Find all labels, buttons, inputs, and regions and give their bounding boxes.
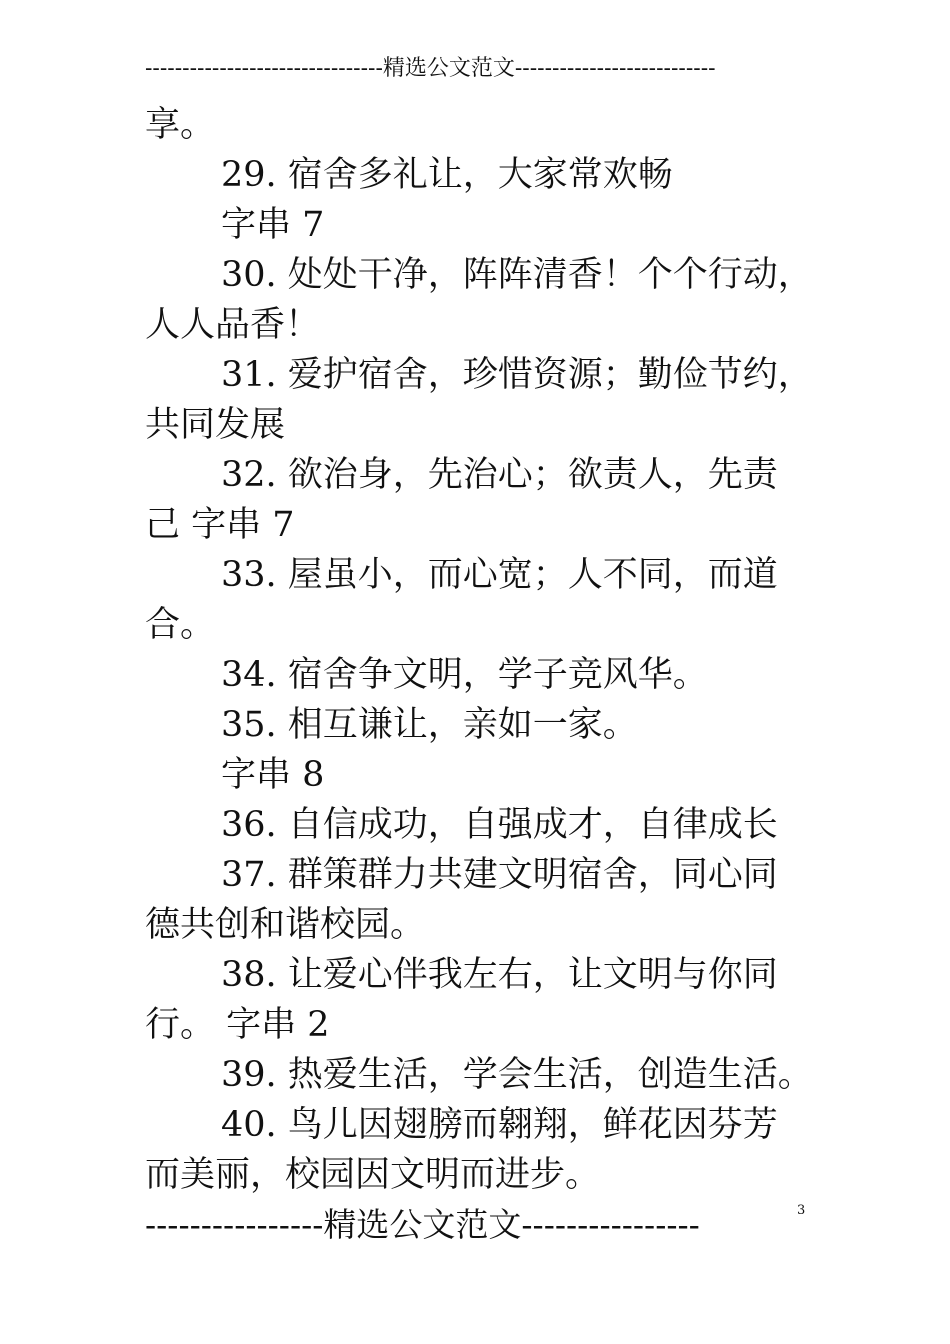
text-line: 己 字串 7 [145, 505, 295, 545]
text-line: 德共创和谐校园。 [145, 905, 426, 945]
text-line: 39. 热爱生活，学会生活，创造生活。 [221, 1055, 813, 1095]
text-line: 34. 宿舍争文明，学子竞风华。 [221, 655, 708, 695]
page-number: 3 [797, 1203, 806, 1218]
page-footer: ----------------精选公文范文---------------- [145, 1205, 700, 1244]
text-line: 40. 鸟儿因翅膀而翱翔，鲜花因芬芳 [221, 1105, 778, 1145]
text-line: 37. 群策群力共建文明宿舍，同心同 [221, 855, 778, 895]
text-line: 32. 欲治身，先治心；欲责人，先责 [221, 455, 778, 495]
text-line: 38. 让爱心伴我左右，让文明与你同 [221, 955, 778, 995]
text-line: 36. 自信成功，自强成才，自律成长 [221, 805, 778, 845]
document-body [145, 100, 813, 1200]
text-line: 行。 字串 2 [145, 1005, 330, 1045]
text-line: 合。 [145, 605, 216, 645]
text-line: 共同发展 [145, 405, 286, 445]
text-line: 29. 宿舍多礼让，大家常欢畅 [221, 155, 673, 195]
text-line: 而美丽，校园因文明而进步。 [145, 1155, 601, 1195]
text-line: 35. 相互谦让，亲如一家。 [221, 705, 638, 745]
text-line: 31. 爱护宿舍，珍惜资源；勤俭节约， [221, 355, 813, 395]
text-line: 字串 7 [221, 205, 325, 245]
text-line: 33. 屋虽小，而心宽；人不同，而道 [221, 555, 778, 595]
text-line: 字串 8 [221, 755, 325, 795]
text-line: 人人品香！ [145, 305, 321, 345]
text-line: 享。 [145, 105, 216, 145]
page-header: --------------------------------精选公文范文--------------------------- [145, 56, 716, 81]
text-line: 30. 处处干净，阵阵清香！个个行动， [221, 255, 813, 295]
